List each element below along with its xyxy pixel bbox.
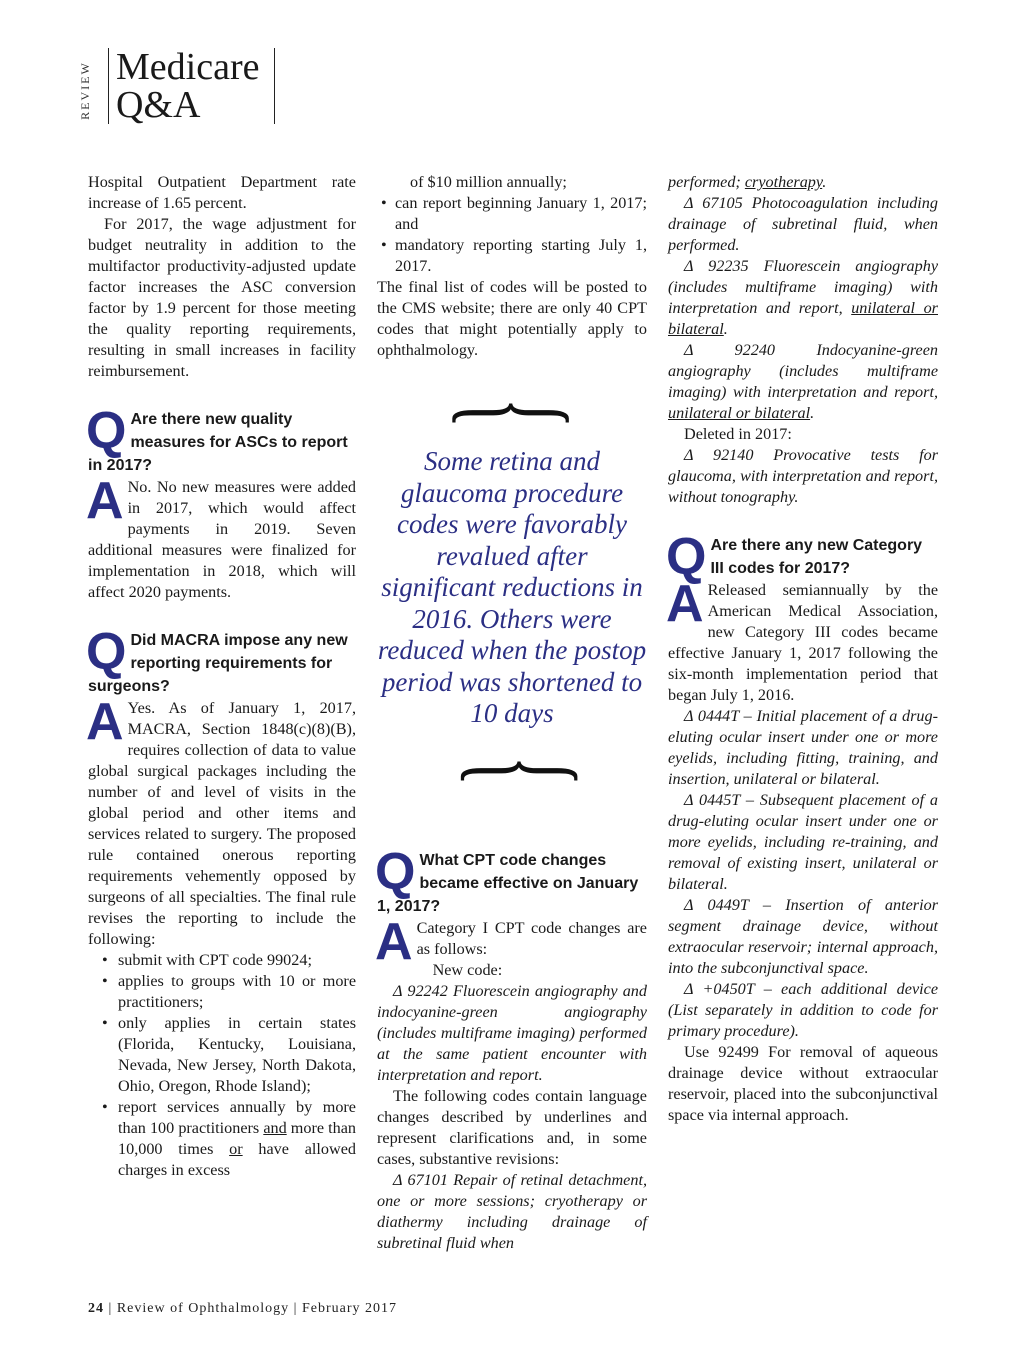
- bullet-list: [88, 950, 356, 1181]
- bullet-list-continued: [377, 172, 647, 277]
- code-entry: Δ 92242 Fluorescein angiography and indocyanine-green angiography (includes multiframe imaging) performed at the same patient encounter with interpretation and report.: [377, 982, 647, 1084]
- paragraph: Deleted in 2017:: [684, 425, 792, 443]
- paragraph: Hospital Outpatient Department rate increase of 1.65 percent.: [88, 173, 356, 212]
- code-entry: Δ 92240 Indocyanine-green angiography (includes multiframe imaging) with interpretation and report, unilateral or bilateral.: [668, 341, 938, 422]
- header-divider-right: [274, 48, 275, 124]
- list-item: of $10 million annually;: [410, 173, 567, 191]
- brace-top-icon: {: [440, 397, 597, 429]
- list-item: • mandatory reporting starting July 1, 2017.: [377, 235, 647, 277]
- issue-date: February 2017: [301, 1301, 397, 1316]
- list-item: • submit with CPT code 99024;: [88, 950, 356, 971]
- code-entry: Δ 67105 Photocoagulation including drainage of subretinal fluid, when performed.: [668, 194, 938, 254]
- brace-bottom-icon: }: [432, 755, 589, 786]
- list-item: • report services annually by more than 100 practitioners and more than 10,000 times or have allowed charges in excess: [88, 1097, 356, 1181]
- list-item: • can report beginning January 1, 2017; and: [377, 193, 647, 235]
- code-entry: Δ 67101 Repair of retinal detachment, one or more sessions; cryotherapy or diathermy including drainage of subretinal fluid when: [377, 1171, 647, 1252]
- code-entry: Δ 0445T – Subsequent placement of a drug-eluting ocular insert under one or more eyelids, including re-training, and removal of existing insert, unilateral or bilateral.: [668, 791, 938, 893]
- a-drop-letter: A: [86, 693, 124, 751]
- answer-2: A Yes. As of January 1, 2017, MACRA, Section 1848(c)(8)(B), requires collection of data to value global surgical packages including the number of and level of visits in the global period and other items and services related to surgery. The proposed rule contained onerous reporting requirements vehemently opposed by surgeons of all specialties. The final rule revises the reporting to include the following:: [86, 693, 356, 948]
- question-4: Q Are there any new Category III codes for 2017?: [666, 528, 923, 586]
- answer-1: A No. No new measures were added in 2017, which would affect payments in 2019. Seven additional measures were finalized for implementation in 2018, which will affect 2020 payments.: [86, 472, 356, 601]
- a-drop-letter: A: [375, 913, 413, 971]
- section-label: REVIEW: [77, 61, 92, 120]
- answer-3: A Category I CPT code changes are as follows:: [375, 913, 647, 971]
- column-1: [88, 172, 356, 1181]
- page-number: 24: [88, 1301, 104, 1316]
- page-footer: 24 | Review of Ophthalmology | February 2017: [88, 1301, 397, 1316]
- code-entry: Δ 0449T – Insertion of anterior segment drainage device, without extraocular reservoir; internal approach, into the subconjunctival space.: [668, 896, 938, 977]
- code-entry: Δ +0450T – each additional device (List separately in addition to code for primary procedure).: [668, 980, 938, 1040]
- code-entry: Δ 92140 Provocative tests for glaucoma, with interpretation and report, without tonography.: [668, 446, 938, 506]
- paragraph: The final list of codes will be posted to the CMS website; there are only 40 CPT codes that might potentially apply to ophthalmology.: [377, 278, 647, 359]
- header-divider-left: [108, 48, 109, 124]
- pull-quote: [377, 384, 647, 792]
- paragraph: The following codes contain language changes described by underlines and represent clarifications and, in some cases, substantive revisions:: [377, 1087, 647, 1168]
- paragraph: For 2017, the wage adjustment for budget neutrality in addition to the multifactor productivity-adjusted update factor increases the ASC conversion factor by 1.9 percent for those meeting the quality reporting requirements, resulting in small increases in facility reimbursement.: [88, 215, 356, 380]
- code-entry: Δ 92235 Fluorescein angiography (includes multiframe imaging) with interpretation and report, unilateral or bilateral.: [668, 257, 938, 338]
- list-item: • applies to groups with 10 or more practitioners;: [88, 971, 356, 1013]
- q-drop-letter: Q: [86, 623, 127, 681]
- paragraph: Use 92499 For removal of aqueous drainage device without extraocular reservoir, placed into the subconjunctival space via internal approach.: [668, 1043, 938, 1124]
- q-drop-letter: Q: [375, 843, 416, 901]
- question-1: Q Are there new quality measures for ASCs to report in 2017?: [86, 402, 348, 474]
- q-drop-letter: Q: [666, 528, 707, 586]
- column-3: [668, 172, 938, 1126]
- a-drop-letter: A: [86, 472, 124, 530]
- question-2: Q Did MACRA impose any new reporting requirements for surgeons?: [86, 623, 348, 695]
- code-entry-cont: performed; cryotherapy.: [668, 173, 827, 191]
- publication-name: Review of Ophthalmology: [116, 1301, 290, 1316]
- pull-quote-text: Some retina and glaucoma procedure codes were favorably revalued after significant reductions in 2016. Others were reduced when the postop period was shortened to 10 days: [377, 446, 647, 728]
- answer-4: A Released semiannually by the American Medical Association, new Category III codes became effective January 1, 2017 following the six-month implementation period that began July 1, 2016.: [666, 575, 938, 704]
- code-entry: Δ 0444T – Initial placement of a drug-eluting ocular insert under one or more eyelids, including fitting, training, and insertion, unilateral or bilateral.: [668, 707, 938, 788]
- list-item: • only applies in certain states (Florida, Kentucky, Louisiana, Nevada, New Jersey, North Dakota, Ohio, Oregon, Rhode Island);: [88, 1013, 356, 1097]
- paragraph: New code:: [432, 961, 503, 979]
- q-drop-letter: Q: [86, 402, 127, 460]
- page-title: Medicare Q&A: [116, 46, 260, 126]
- question-3: Q What CPT code changes became effective on January 1, 2017?: [375, 843, 639, 915]
- a-drop-letter: A: [666, 575, 704, 633]
